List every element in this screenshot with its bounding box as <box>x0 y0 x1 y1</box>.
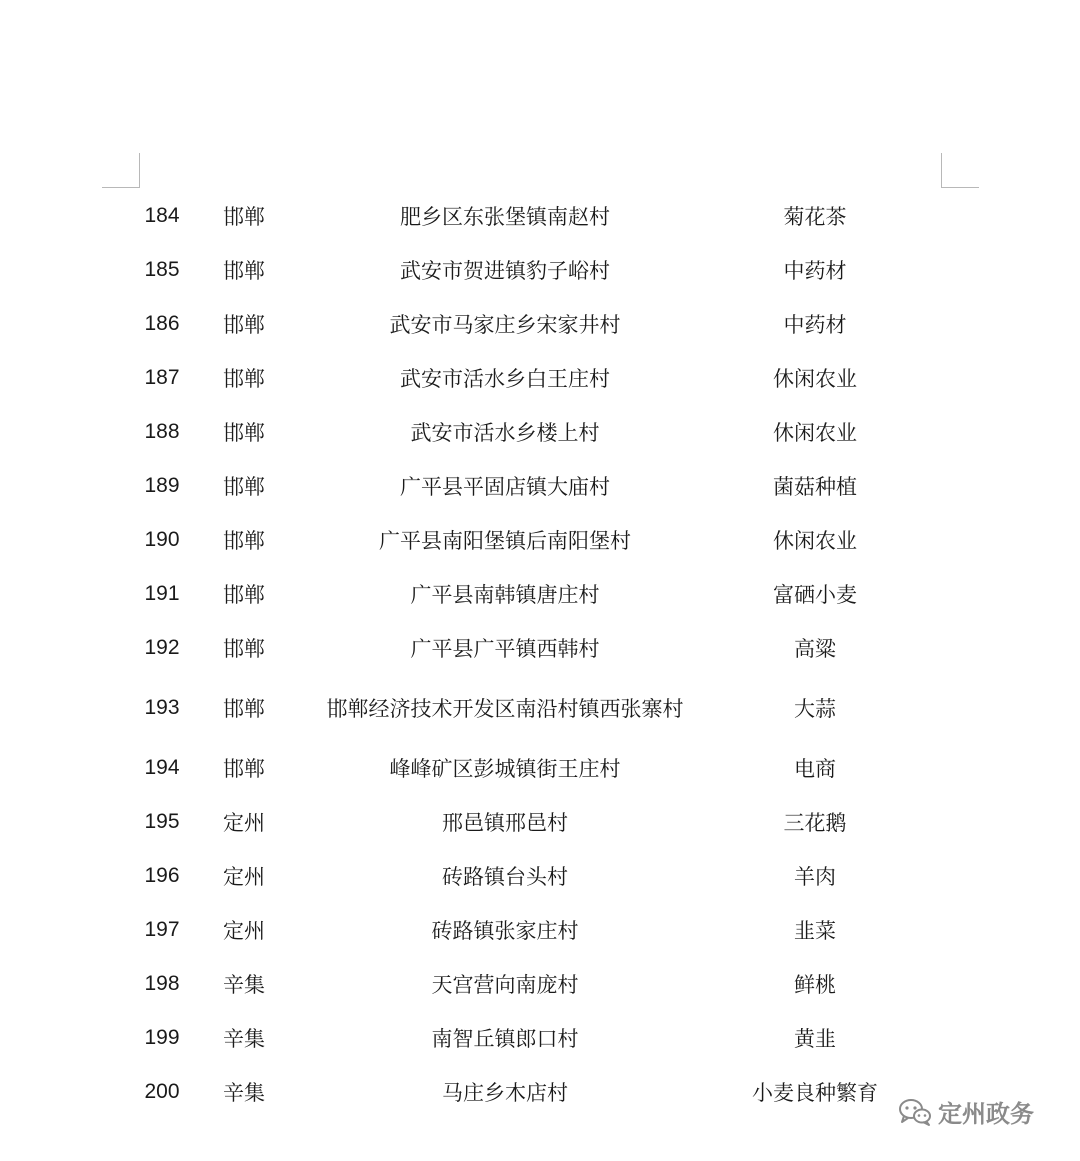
table-row <box>0 621 1080 675</box>
row-industry: 休闲农业 <box>773 367 857 391</box>
village-table <box>0 189 1080 1119</box>
row-city: 邯郸 <box>223 367 265 391</box>
row-village: 肥乡区东张堡镇南赵村 <box>400 205 610 229</box>
row-number: 186 <box>144 312 180 335</box>
table-row <box>0 957 1080 1011</box>
table-row <box>0 567 1080 621</box>
row-industry: 休闲农业 <box>773 529 857 553</box>
row-industry: 韭菜 <box>794 919 836 943</box>
row-number: 188 <box>144 420 180 443</box>
row-city: 邯郸 <box>223 475 265 499</box>
row-number: 187 <box>144 366 180 389</box>
row-city: 邯郸 <box>223 529 265 553</box>
row-village: 武安市贺进镇豹子峪村 <box>400 259 610 283</box>
row-industry: 鲜桃 <box>794 973 836 997</box>
row-village: 南智丘镇郎口村 <box>431 1027 579 1051</box>
row-industry: 富硒小麦 <box>773 583 857 607</box>
table-row <box>0 459 1080 513</box>
table-row <box>0 741 1080 795</box>
row-industry: 菊花茶 <box>783 205 847 229</box>
row-village: 天宫营向南庞村 <box>431 973 579 997</box>
table-row <box>0 189 1080 243</box>
row-city: 邯郸 <box>223 697 265 721</box>
row-number: 190 <box>144 528 180 551</box>
table-row <box>0 297 1080 351</box>
row-industry: 三花鹅 <box>783 811 847 835</box>
row-city: 辛集 <box>223 973 265 997</box>
row-number: 198 <box>144 972 180 995</box>
row-city: 邯郸 <box>223 313 265 337</box>
row-industry: 休闲农业 <box>773 421 857 445</box>
row-number: 192 <box>144 636 180 659</box>
row-industry: 中药材 <box>783 259 847 283</box>
row-industry: 大蒜 <box>794 697 836 721</box>
row-industry: 高粱 <box>794 637 836 661</box>
row-city: 定州 <box>223 919 265 943</box>
watermark <box>898 1094 1034 1129</box>
row-city: 邯郸 <box>223 205 265 229</box>
row-number: 193 <box>144 696 180 719</box>
table-row <box>0 795 1080 849</box>
table-row <box>0 513 1080 567</box>
table-row <box>0 405 1080 459</box>
table-row <box>0 243 1080 297</box>
row-industry: 小麦良种繁育 <box>752 1081 878 1105</box>
row-industry: 电商 <box>794 757 836 781</box>
row-city: 辛集 <box>223 1081 265 1105</box>
row-city: 辛集 <box>223 1027 265 1051</box>
row-city: 邯郸 <box>223 637 265 661</box>
row-village: 马庄乡木店村 <box>442 1081 568 1105</box>
row-village: 砖路镇张家庄村 <box>431 919 579 943</box>
table-row <box>0 849 1080 903</box>
row-number: 184 <box>144 204 180 227</box>
row-number: 194 <box>144 756 180 779</box>
table-row <box>0 1011 1080 1065</box>
row-village: 邯郸经济技术开发区南沿村镇西张寨村 <box>326 697 684 721</box>
page-corner-mark-top-left <box>102 153 140 188</box>
row-city: 定州 <box>223 811 265 835</box>
row-industry: 中药材 <box>783 313 847 337</box>
row-city: 定州 <box>223 865 265 889</box>
row-industry: 菌菇种植 <box>773 475 857 499</box>
row-city: 邯郸 <box>223 421 265 445</box>
row-city: 邯郸 <box>223 259 265 283</box>
row-number: 199 <box>144 1026 180 1049</box>
row-number: 189 <box>144 474 180 497</box>
row-village: 武安市活水乡白王庄村 <box>400 367 610 391</box>
wechat-icon <box>898 1097 932 1127</box>
page-corner-mark-top-right <box>941 153 979 188</box>
row-village: 邢邑镇邢邑村 <box>442 811 568 835</box>
row-village: 广平县广平镇西韩村 <box>410 637 600 661</box>
row-number: 191 <box>144 582 180 605</box>
table-row <box>0 903 1080 957</box>
row-number: 200 <box>144 1080 180 1103</box>
row-village: 广平县平固店镇大庙村 <box>400 475 610 499</box>
row-village: 峰峰矿区彭城镇街王庄村 <box>389 757 621 781</box>
row-village: 武安市活水乡楼上村 <box>410 421 600 445</box>
row-number: 195 <box>144 810 180 833</box>
row-village: 广平县南韩镇唐庄村 <box>410 583 600 607</box>
row-number: 196 <box>144 864 180 887</box>
row-village: 砖路镇台头村 <box>442 865 568 889</box>
row-village: 广平县南阳堡镇后南阳堡村 <box>379 529 631 553</box>
table-row <box>0 675 1080 741</box>
watermark-text: 定州政务 <box>938 1100 1034 1128</box>
row-village: 武安市马家庄乡宋家井村 <box>389 313 621 337</box>
row-industry: 羊肉 <box>794 865 836 889</box>
row-city: 邯郸 <box>223 757 265 781</box>
row-number: 185 <box>144 258 180 281</box>
table-row <box>0 351 1080 405</box>
row-city: 邯郸 <box>223 583 265 607</box>
row-number: 197 <box>144 918 180 941</box>
row-industry: 黄韭 <box>794 1027 836 1051</box>
